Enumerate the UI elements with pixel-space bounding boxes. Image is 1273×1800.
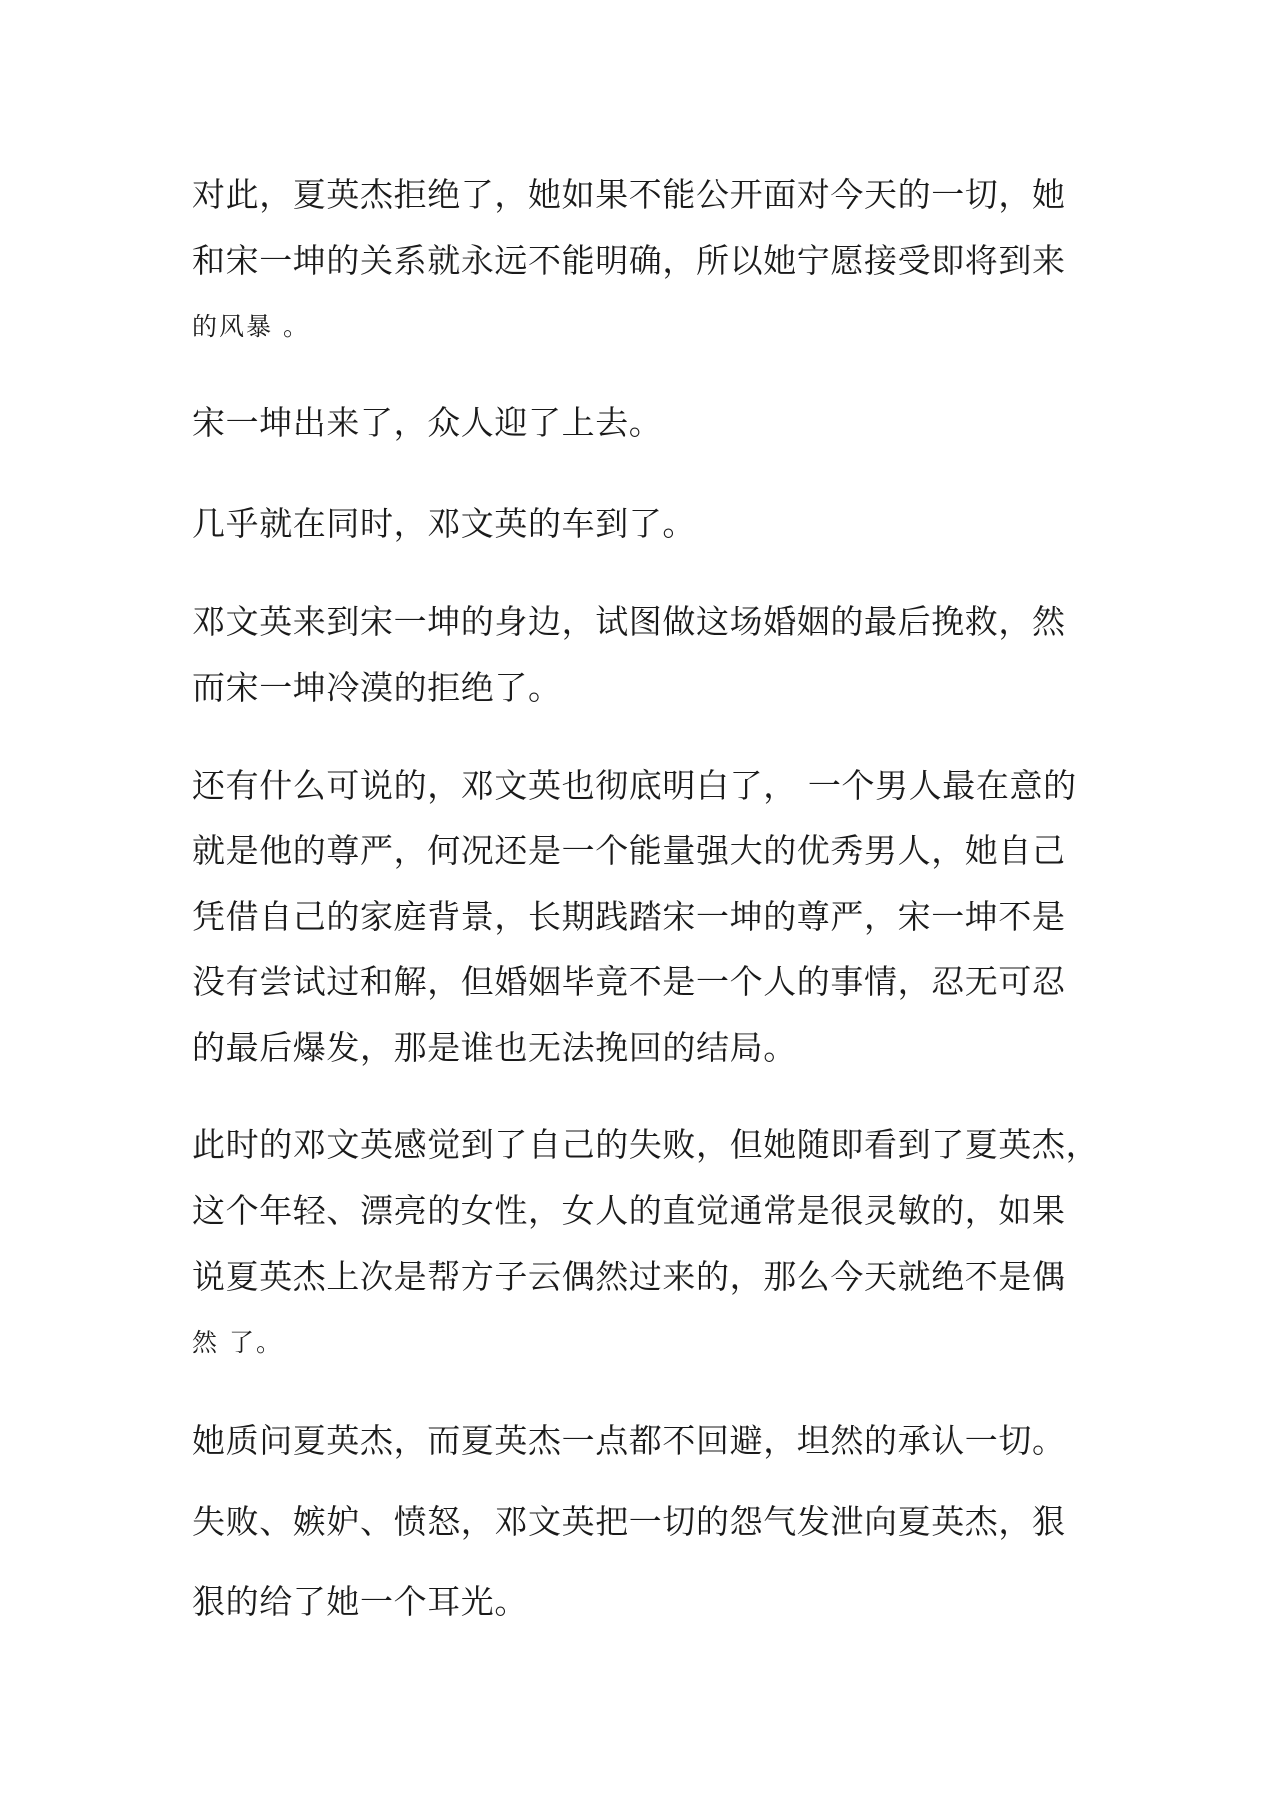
text-line: 凭借自己的家庭背景，长期践踏宋一坤的尊严，宋一坤不是 — [192, 897, 1066, 936]
text-line: 这个年轻、漂亮的女性，女人的直觉通常是很灵敏的，如果 — [192, 1191, 1066, 1230]
text-line: 说夏英杰上次是帮方子云偶然过来的，那么今天就绝不是偶 — [192, 1257, 1066, 1296]
text-line: 的风暴 。 — [192, 312, 310, 341]
text-line: 几乎就在同时，邓文英的车到了。 — [192, 504, 696, 543]
text-line: 还有什么可说的，邓文英也彻底明白了， 一个男人最在意的 — [192, 766, 1077, 805]
text-line: 宋一坤出来了，众人迎了上去。 — [192, 403, 663, 442]
text-line: 邓文英来到宋一坤的身边，试图做这场婚姻的最后挽救，然 — [192, 602, 1066, 641]
text-line: 的最后爆发，那是谁也无法挽回的结局。 — [192, 1028, 797, 1067]
text-line: 失败、嫉妒、愤怒，邓文英把一切的怨气发泄向夏英杰，狠 — [192, 1502, 1066, 1541]
text-line: 狠的给了她一个耳光。 — [192, 1582, 528, 1621]
text-line: 而宋一坤冷漠的拒绝了。 — [192, 668, 562, 707]
text-line: 就是他的尊严，何况还是一个能量强大的优秀男人，她自己 — [192, 831, 1066, 870]
text-line: 对此，夏英杰拒绝了，她如果不能公开面对今天的一切，她 — [192, 175, 1066, 214]
text-line: 她质问夏英杰，而夏英杰一点都不回避，坦然的承认一切。 — [192, 1421, 1066, 1460]
text-line: 然 了。 — [192, 1328, 283, 1357]
text-line: 和宋一坤的关系就永远不能明确，所以她宁愿接受即将到来 — [192, 241, 1066, 280]
text-line: 没有尝试过和解，但婚姻毕竟不是一个人的事情，忍无可忍 — [192, 962, 1066, 1001]
text-line: 此时的邓文英感觉到了自己的失败，但她随即看到了夏英杰， — [192, 1125, 1100, 1164]
